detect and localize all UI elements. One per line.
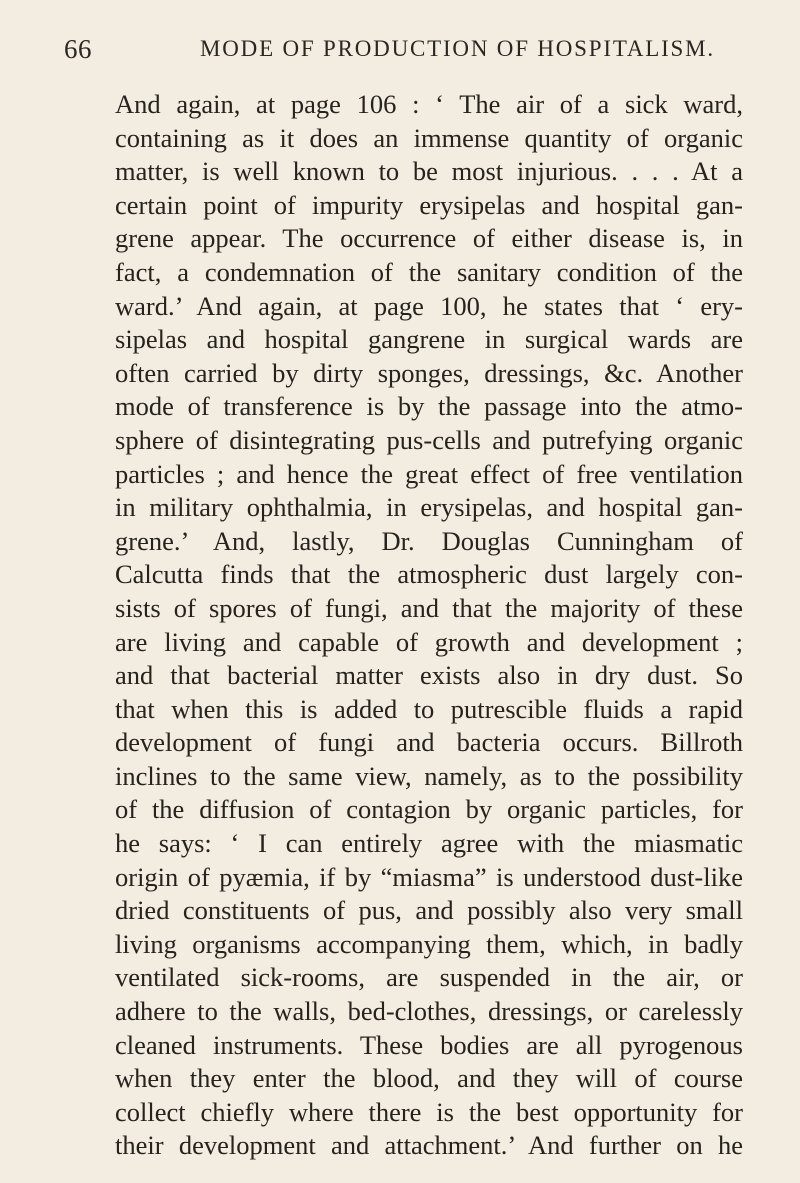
text-line: origin of pyæmia, if by “miasma” is understood dust-like	[115, 861, 743, 892]
text-line: cleaned instruments. These bodies are all pyrogenous	[115, 1029, 743, 1060]
text-line: sipelas and hospital gangrene in surgical wards are	[115, 324, 743, 355]
text-line: grene appear. The occurrence of either disease is, in	[115, 223, 743, 254]
page-number: 66	[64, 34, 92, 64]
text-line: fact, a condemnation of the sanitary condition of the	[115, 256, 743, 287]
text-line: that when this is added to putrescible fluids a rapid	[115, 693, 743, 724]
text-line: living organisms accompanying them, which, in badly	[115, 928, 743, 959]
text-line: are living and capable of growth and development ;	[115, 626, 743, 657]
text-line: mode of transference is by the passage into the atmo-	[115, 391, 743, 422]
text-line: he says: ‘ I can entirely agree with the miasmatic	[115, 828, 743, 859]
text-line: collect chiefly where there is the best opportunity for	[115, 1096, 743, 1127]
text-line: sists of spores of fungi, and that the majority of these	[115, 592, 743, 623]
text-line: of the diffusion of contagion by organic particles, for	[115, 794, 743, 825]
text-line: certain point of impurity erysipelas and hospital gan-	[115, 189, 743, 220]
text-line: adhere to the walls, bed-clothes, dressings, or carelessly	[115, 996, 743, 1027]
text-line: often carried by dirty sponges, dressings, &c. Another	[115, 357, 743, 388]
text-line: containing as it does an immense quantity of organic	[115, 122, 743, 153]
text-line: grene.’ And, lastly, Dr. Douglas Cunningham of	[115, 525, 743, 556]
text-line: particles ; and hence the great effect of free ventilation	[115, 458, 743, 489]
text-line: Calcutta finds that the atmospheric dust largely con-	[115, 559, 743, 590]
text-line: their development and attachment.’ And further on he	[115, 1130, 743, 1161]
text-line: ward.’ And again, at page 100, he states that ‘ ery-	[115, 290, 743, 321]
text-line: And again, at page 106 : ‘ The air of a sick ward,	[115, 89, 743, 119]
running-head: MODE OF PRODUCTION OF HOSPITALISM.	[200, 36, 715, 61]
text-line: inclines to the same view, namely, as to the possibility	[115, 760, 743, 791]
text-line: dried constituents of pus, and possibly also very small	[115, 895, 743, 926]
text-line: matter, is well known to be most injurious. . . . At a	[115, 156, 743, 187]
text-line: ventilated sick-rooms, are suspended in the air, or	[115, 962, 743, 993]
text-line: and that bacterial matter exists also in dry dust. So	[115, 660, 743, 691]
text-line: in military ophthalmia, in erysipelas, and hospital gan-	[115, 492, 743, 523]
text-line: when they enter the blood, and they will of course	[115, 1063, 743, 1094]
page-header	[64, 34, 744, 70]
text-line: sphere of disintegrating pus-cells and putrefying organic	[115, 424, 743, 455]
text-line: development of fungi and bacteria occurs. Billroth	[115, 727, 743, 758]
body-text	[115, 88, 743, 1163]
